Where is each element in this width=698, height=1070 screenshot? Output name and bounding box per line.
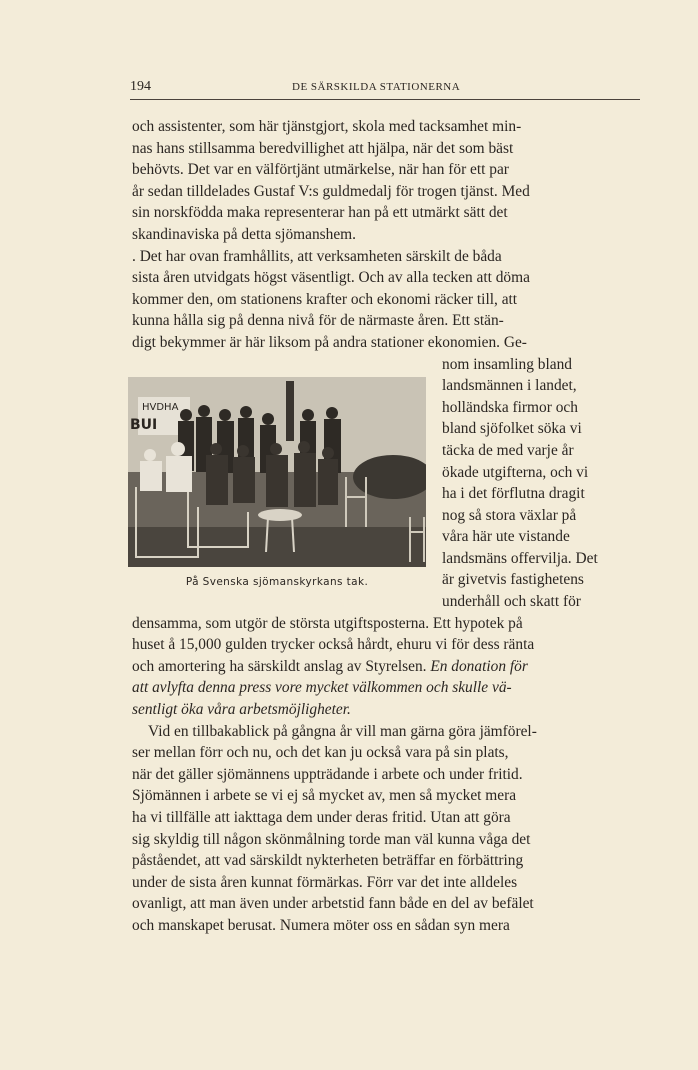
- rooftop-photo: [128, 377, 426, 567]
- italic-text: att avlyfta denna press vore mycket välkommen och skulle vä-: [132, 679, 512, 697]
- text-line: [132, 656, 646, 678]
- text-line: landsmäns offervilja. Det: [442, 549, 598, 567]
- text-line: huset å 15,000 gulden trycker också hårdt, ehuru vi för dess ränta: [132, 636, 535, 654]
- text-line: nom insamling bland: [442, 355, 572, 373]
- text-line: sista åren utvidgats högst väsentligt. Och av alla tecken att döma: [132, 269, 530, 287]
- text-line: [132, 699, 646, 721]
- text-line: och manskapet berusat. Numera möter oss en sådan syn mera: [132, 916, 510, 934]
- running-head: DE SÄRSKILDA STATIONERNA: [292, 81, 461, 93]
- text-line: är givetvis fastighetens: [442, 571, 584, 589]
- text-line: bland sjöfolket söka vi: [442, 420, 582, 438]
- text-line: ser mellan förr och nu, och det kan ju också vara på sin plats,: [132, 744, 509, 762]
- text-line: ha vi tillfälle att iakttaga dem under deras fritid. Utan att göra: [132, 809, 511, 826]
- text-line: densamma, som utgör de största utgiftsposterna. Ett hypotek på: [132, 614, 523, 632]
- text-line: nas hans stillsamma beredvillighet att hjälpa, när det som bäst: [132, 139, 514, 157]
- sign-text: BUI: [130, 417, 158, 433]
- text-line: kunna hålla sig på denna nivå för de närmaste åren. Ett stän-: [132, 312, 504, 330]
- wrapped-text-column: [442, 354, 646, 613]
- text-line: . Det har ovan framhållits, att verksamheten särskilt de båda: [132, 247, 502, 265]
- text-line: år sedan tilldelades Gustaf V:s guldmedalj för trogen tjänst. Med: [132, 182, 530, 200]
- text-line: ovanligt, att man även under arbetstid fann både en del av befälet: [132, 895, 534, 913]
- text-line: behövts. Det var en välförtjänt utmärkelse, när han för ett par: [132, 161, 509, 179]
- text-line: digt bekymmer är här liksom på andra stationer ekonomien. Ge-: [132, 333, 527, 351]
- text-line: holländska firmor och: [442, 398, 578, 416]
- text-line: täcka de med varje år: [442, 441, 574, 459]
- italic-text: En donation för: [430, 657, 528, 675]
- text-line: sin norskfödda maka representerar han på ett utmärkt sätt det: [132, 204, 508, 222]
- text-line: påståendet, att vad särskildt nykterheten beträffar en förbättring: [132, 852, 524, 870]
- photo-caption: På Svenska sjömanskyrkans tak.: [185, 576, 369, 588]
- text-line: kommer den, om stationens krafter och ekonomi räcker till, att: [132, 290, 518, 308]
- text-line: underhåll och skatt för: [442, 593, 581, 611]
- text-line: ökade utgifterna, och vi: [442, 463, 589, 481]
- photo-illustration: [128, 377, 426, 567]
- text-segment: och amortering ha särskildt anslag av Styrelsen.: [132, 657, 427, 675]
- text-line: när det gäller sjömännens uppträdande i arbete och under fritid.: [132, 765, 523, 783]
- text-line: nog så stora växlar på: [442, 506, 577, 524]
- text-line: landsmännen i landet,: [442, 377, 577, 395]
- text-line: Vid en tillbakablick på gångna år vill man gärna göra jämförel-: [148, 722, 537, 740]
- text-line: våra här ute vistande: [442, 528, 570, 546]
- italic-text: sentligt öka våra arbetsmöjligheter.: [132, 701, 351, 719]
- text-line: under de sista åren kunnat förmärkas. Förr var det inte alldeles: [132, 873, 518, 891]
- text-line: Sjömännen i arbete se vi ej så mycket av, men så mycket mera: [132, 787, 517, 805]
- text-line: skandinaviska på detta sjömanshem.: [132, 225, 356, 243]
- page-number: 194: [130, 79, 151, 94]
- text-line: sig skyldig till någon skönmålning torde man väl kunna våga det: [132, 830, 531, 848]
- text-line: och assistenter, som här tjänstgjort, skola med tacksamhet min-: [132, 118, 522, 135]
- text-line: [132, 677, 646, 699]
- text-line: ha i det förflutna dragit: [442, 485, 585, 503]
- sign-text: HVDHA: [142, 402, 179, 413]
- page-header: [130, 77, 640, 100]
